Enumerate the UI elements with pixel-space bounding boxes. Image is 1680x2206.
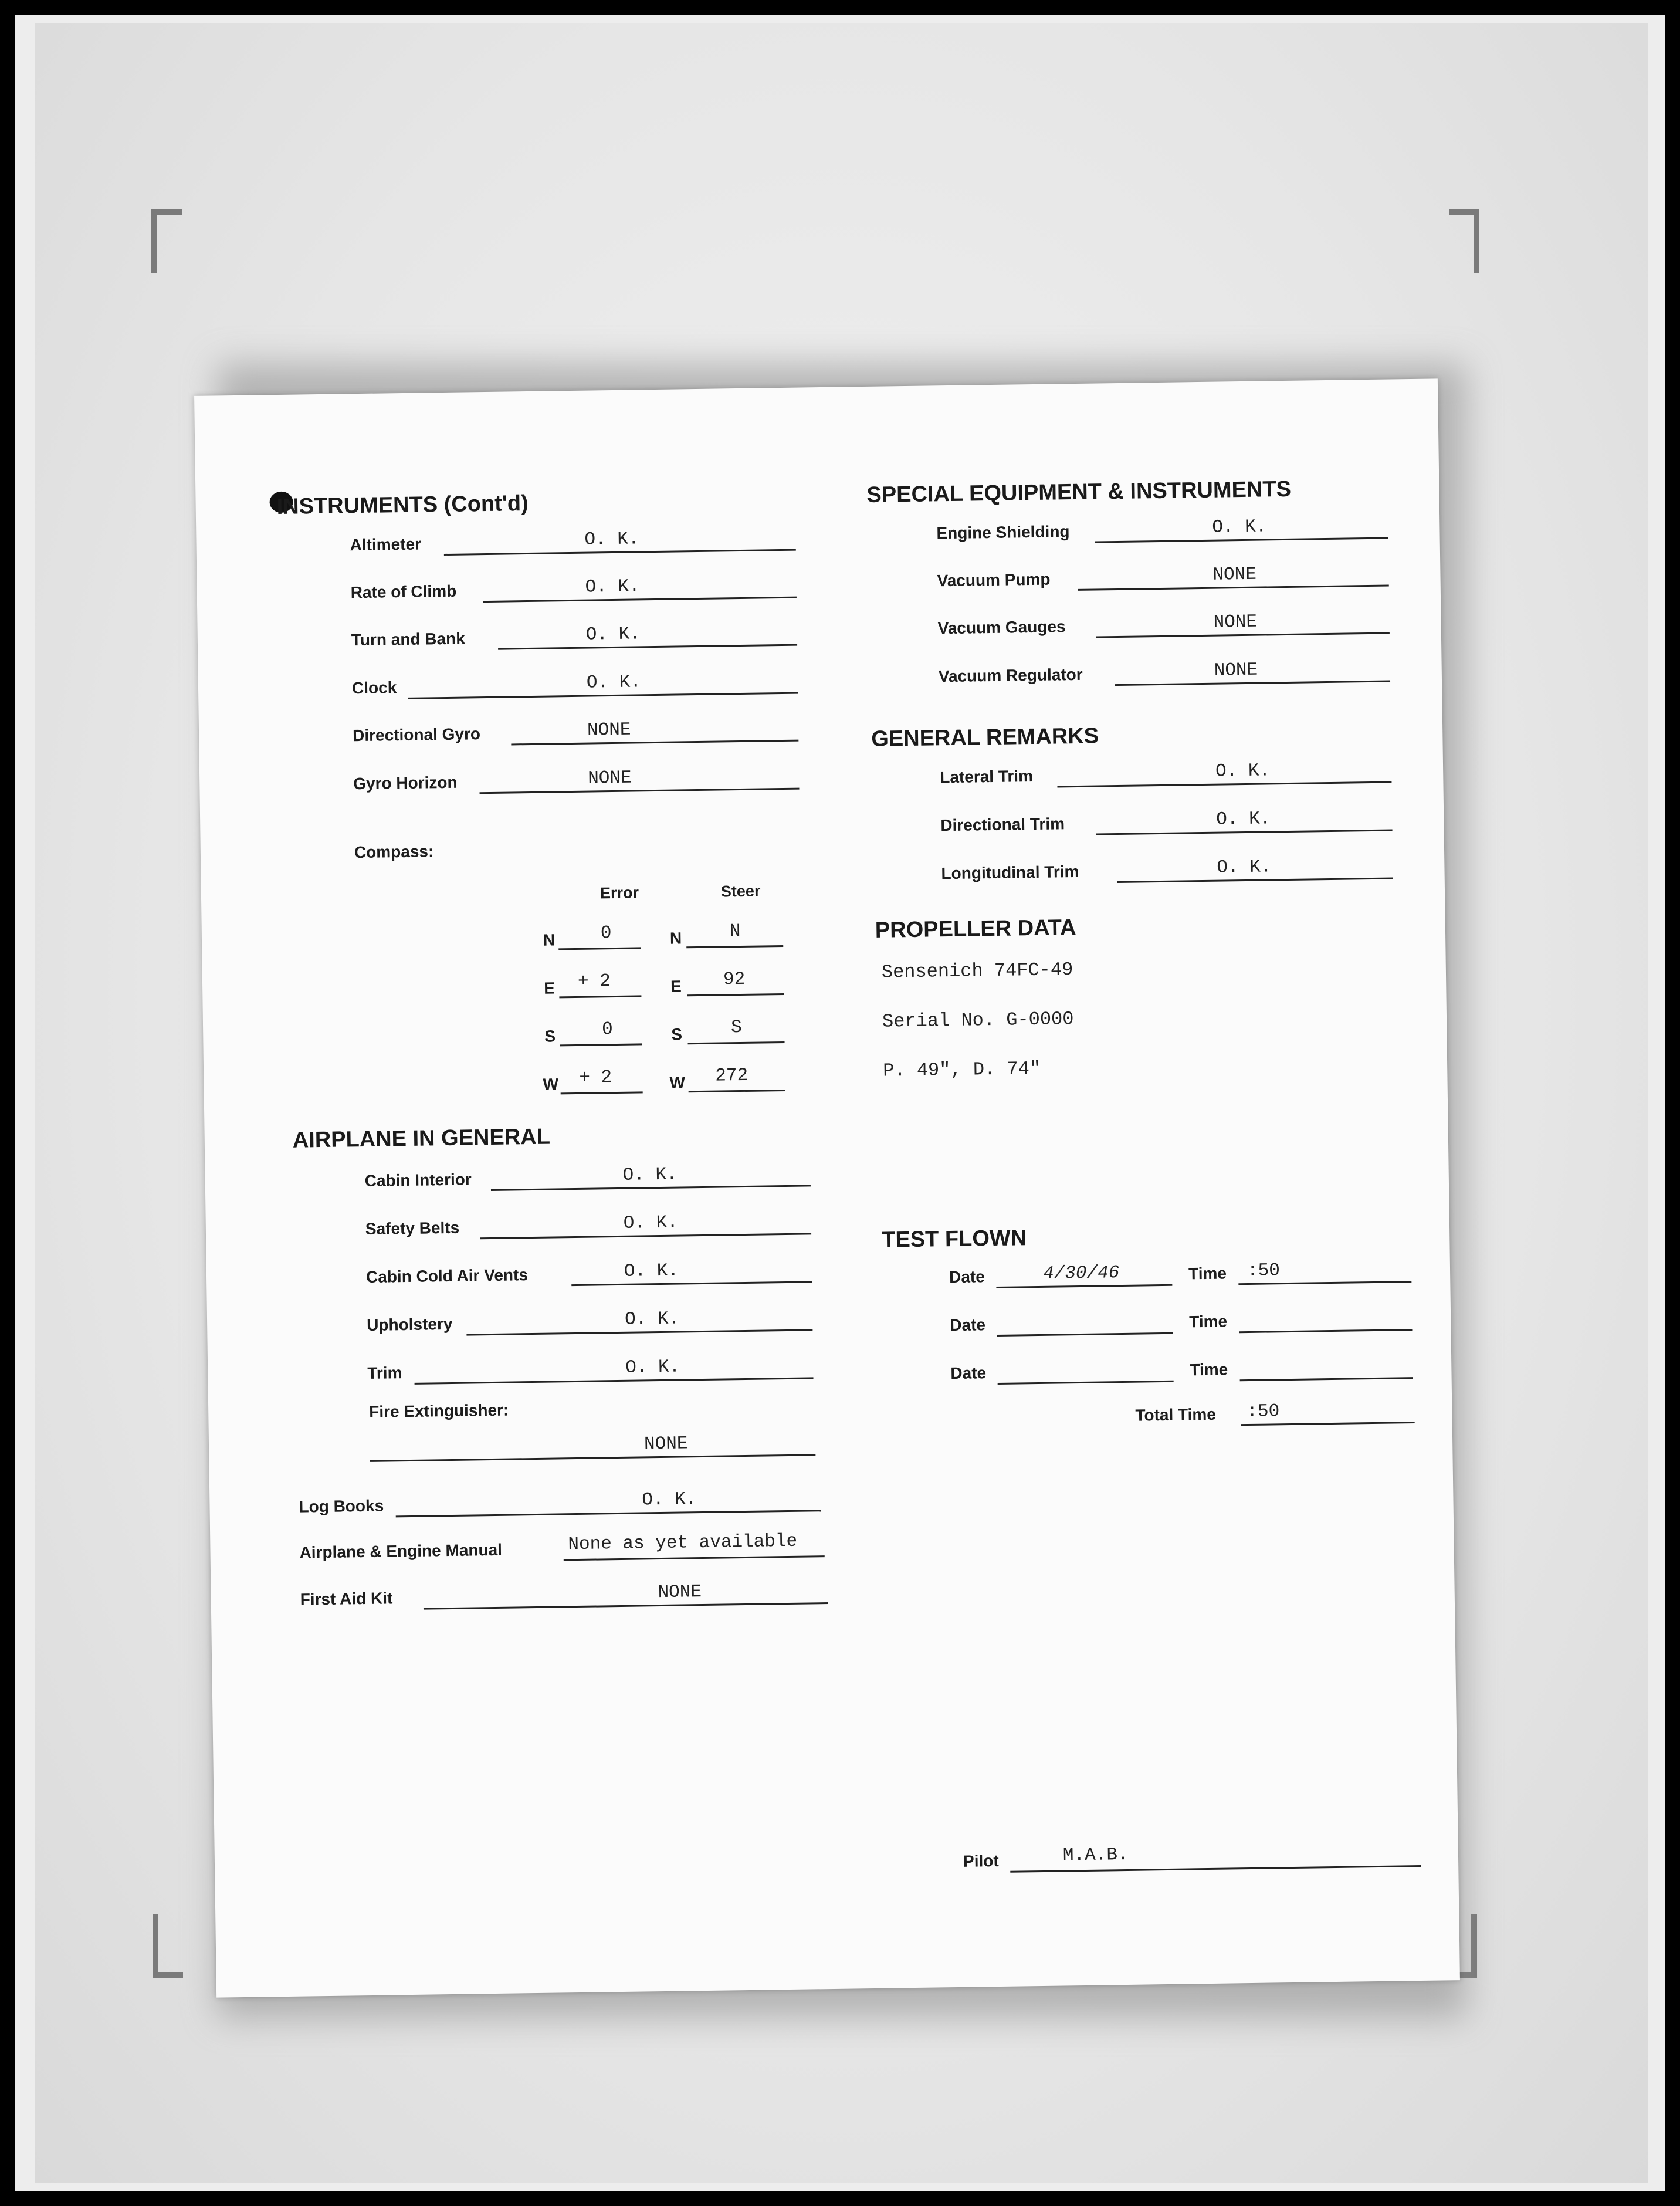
compass-row-s-steer-dir: S [671, 1025, 683, 1044]
vacuum-regulator-field [938, 655, 1390, 691]
vacuum-regulator-value: NONE [1214, 659, 1258, 681]
first-aid-value: NONE [658, 1582, 702, 1603]
pilot-label: Pilot [963, 1852, 999, 1870]
test-time-3-label: Time [1190, 1360, 1228, 1379]
total-time-field [1135, 1396, 1415, 1430]
vacuum-pump-label: Vacuum Pump [937, 570, 1051, 590]
altimeter-label: Altimeter [350, 534, 422, 554]
test-date-2-field [950, 1307, 1173, 1339]
compass-row-s-error-line [560, 1043, 642, 1046]
lateral-trim-field [940, 756, 1392, 791]
pilot-field [963, 1840, 1421, 1876]
clock-line [408, 692, 798, 699]
compass-steer-header: Steer [720, 882, 761, 901]
cabin-cold-air-vents-label: Cabin Cold Air Vents [365, 1266, 529, 1286]
test-date-1-value: 4/30/46 [1042, 1263, 1120, 1284]
directional-gyro-label: Directional Gyro [352, 725, 481, 745]
compass-row-w-steer-dir: W [669, 1073, 686, 1092]
altimeter-line [444, 549, 796, 556]
first-aid-label: First Aid Kit [300, 1589, 393, 1609]
total-time-line [1241, 1422, 1415, 1426]
vacuum-gauges-line [1096, 632, 1390, 638]
engine-shielding-field [936, 512, 1388, 548]
compass-row-n-error: 0 [600, 923, 612, 944]
longitudinal-trim-line [1117, 877, 1393, 883]
turn-and-bank-value: O. K. [585, 624, 641, 645]
directional-trim-value: O. K. [1216, 808, 1271, 830]
first-aid-line [424, 1602, 828, 1610]
compass-row-e-error-line [559, 995, 641, 998]
engine-shielding-label: Engine Shielding [936, 522, 1070, 543]
compass-row-n-steer: N [729, 921, 741, 942]
test-date-3-label: Date [950, 1363, 987, 1383]
rate-of-climb-value: O. K. [585, 576, 640, 598]
turn-and-bank-line [498, 644, 797, 650]
cabin-interior-line [491, 1185, 811, 1191]
rate-of-climb-line [483, 597, 797, 603]
vacuum-pump-line [1078, 585, 1389, 591]
cabin-interior-field [364, 1159, 811, 1195]
turn-and-bank-field [351, 619, 798, 655]
safety-belts-value: O. K. [623, 1212, 679, 1234]
pilot-value: M.A.B. [1062, 1844, 1129, 1866]
compass-row-n-steer-line [686, 945, 783, 948]
compass-row-e-steer: 92 [723, 969, 746, 990]
trim-field [367, 1352, 814, 1388]
directional-trim-field [940, 804, 1393, 840]
test-time-1-line [1238, 1281, 1411, 1285]
compass-row-e-dir: E [543, 979, 556, 997]
manual-line [564, 1555, 825, 1561]
gyro-horizon-label: Gyro Horizon [353, 773, 458, 793]
test-time-2-field [1189, 1304, 1413, 1336]
log-books-value: O. K. [642, 1489, 697, 1511]
compass-row-w-steer: 272 [715, 1065, 748, 1087]
compass-row-s-steer: S [730, 1017, 743, 1038]
vacuum-regulator-line [1115, 681, 1390, 686]
compass-row-s-dir: S [544, 1027, 556, 1046]
turn-and-bank-label: Turn and Bank [351, 629, 466, 649]
upholstery-field [367, 1304, 813, 1339]
compass-row-s-error: 0 [601, 1019, 614, 1040]
clock-label: Clock [351, 678, 397, 698]
crop-mark-bottom-left [153, 1914, 183, 1978]
gyro-horizon-line [480, 788, 800, 794]
clock-field [352, 667, 798, 703]
vacuum-gauges-label: Vacuum Gauges [937, 617, 1066, 638]
safety-belts-line [480, 1233, 811, 1239]
compass-row-w-steer-line [689, 1090, 785, 1092]
gyro-horizon-field [353, 763, 800, 799]
upholstery-line [466, 1329, 812, 1335]
gyro-horizon-value: NONE [587, 767, 632, 789]
test-date-1-line [996, 1284, 1172, 1288]
directional-gyro-line [511, 740, 798, 746]
compass-row-n-error-line [558, 947, 641, 950]
manual-label: Airplane & Engine Manual [299, 1540, 503, 1562]
test-time-2-label: Time [1189, 1312, 1228, 1331]
crop-mark-top-right [1449, 209, 1479, 273]
engine-shielding-value: O. K. [1212, 516, 1267, 538]
vacuum-gauges-field [937, 607, 1390, 643]
altimeter-field [350, 524, 796, 560]
vacuum-pump-field [937, 560, 1389, 596]
compass-row-w-error-line [561, 1091, 643, 1094]
lateral-trim-line [1057, 781, 1391, 787]
airplane-title: AIRPLANE IN GENERAL [292, 1124, 551, 1153]
lateral-trim-value: O. K. [1215, 760, 1271, 782]
vacuum-gauges-value: NONE [1213, 611, 1258, 633]
pilot-line [1010, 1865, 1421, 1873]
test-date-1-label: Date [949, 1267, 985, 1287]
total-time-label: Total Time [1135, 1405, 1217, 1425]
test-time-3-field [1190, 1352, 1413, 1384]
test-time-2-line [1239, 1329, 1412, 1333]
directional-trim-line [1096, 829, 1393, 835]
compass-row-n-dir: N [543, 931, 556, 949]
compass-row-e-steer-dir: E [670, 977, 682, 996]
rate-of-climb-field [350, 571, 797, 607]
lateral-trim-label: Lateral Trim [940, 767, 1034, 787]
longitudinal-trim-label: Longitudinal Trim [941, 862, 1079, 883]
compass-row-w-dir: W [543, 1075, 559, 1094]
engine-shielding-line [1095, 537, 1388, 543]
rate-of-climb-label: Rate of Climb [350, 581, 457, 602]
test-flown-title: TEST FLOWN [881, 1226, 1027, 1253]
trim-value: O. K. [625, 1356, 680, 1378]
test-time-1-value: :50 [1247, 1260, 1281, 1282]
fire-extinguisher-value: NONE [643, 1433, 688, 1455]
vacuum-pump-value: NONE [1212, 564, 1257, 586]
manual-value: None as yet available [568, 1531, 798, 1555]
remarks-title: GENERAL REMARKS [871, 723, 1099, 752]
log-books-line [396, 1510, 821, 1517]
longitudinal-trim-value: O. K. [1217, 857, 1272, 878]
clock-value: O. K. [586, 672, 642, 693]
compass-label: Compass: [354, 842, 434, 862]
vacuum-regulator-label: Vacuum Regulator [938, 665, 1083, 686]
test-date-1-field [949, 1259, 1173, 1291]
test-date-3-line [998, 1381, 1174, 1385]
crop-mark-top-left [151, 209, 182, 273]
cabin-cold-air-vents-field [366, 1256, 812, 1291]
upholstery-value: O. K. [624, 1308, 680, 1330]
upholstery-label: Upholstery [366, 1314, 453, 1334]
instruments-title: INSTRUMENTS (Cont'd) [276, 490, 529, 519]
test-date-2-line [997, 1332, 1173, 1337]
safety-belts-field [365, 1207, 812, 1243]
test-time-3-line [1240, 1377, 1413, 1381]
compass-row-s-steer-line [688, 1041, 785, 1044]
compass-row-e-steer-line [687, 993, 784, 996]
propeller-title: PROPELLER DATA [875, 915, 1076, 943]
cabin-interior-value: O. K. [622, 1164, 678, 1186]
test-time-1-field [1188, 1256, 1412, 1288]
test-date-2-label: Date [950, 1315, 986, 1335]
compass-row-w-error: + 2 [579, 1067, 612, 1088]
inspection-form-sheet [194, 378, 1460, 1997]
propeller-serial: Serial No. G-0000 [882, 1008, 1074, 1033]
safety-belts-label: Safety Belts [365, 1218, 460, 1238]
directional-gyro-value: NONE [587, 719, 631, 741]
propeller-pitch-diameter: P. 49", D. 74" [882, 1057, 1041, 1082]
cabin-interior-label: Cabin Interior [364, 1170, 472, 1190]
test-time-1-label: Time [1188, 1264, 1227, 1283]
altimeter-value: O. K. [584, 529, 639, 550]
cabin-cold-air-vents-line [571, 1281, 812, 1286]
test-date-3-field [950, 1355, 1174, 1388]
trim-line [415, 1377, 814, 1384]
total-time-value: :50 [1247, 1401, 1280, 1423]
special-title: SPECIAL EQUIPMENT & INSTRUMENTS [866, 476, 1292, 507]
longitudinal-trim-field [941, 852, 1393, 888]
compass-row-n-steer-dir: N [669, 929, 682, 948]
cabin-cold-air-vents-value: O. K. [624, 1260, 679, 1282]
log-books-label: Log Books [299, 1496, 384, 1516]
fire-extinguisher-label: Fire Extinguisher: [369, 1400, 509, 1421]
propeller-model: Sensenich 74FC-49 [881, 959, 1073, 983]
trim-label: Trim [367, 1363, 402, 1382]
compass-error-header: Error [599, 884, 639, 902]
compass-row-e-error: + 2 [577, 971, 611, 992]
directional-gyro-field [353, 715, 799, 750]
directional-trim-label: Directional Trim [940, 814, 1065, 835]
